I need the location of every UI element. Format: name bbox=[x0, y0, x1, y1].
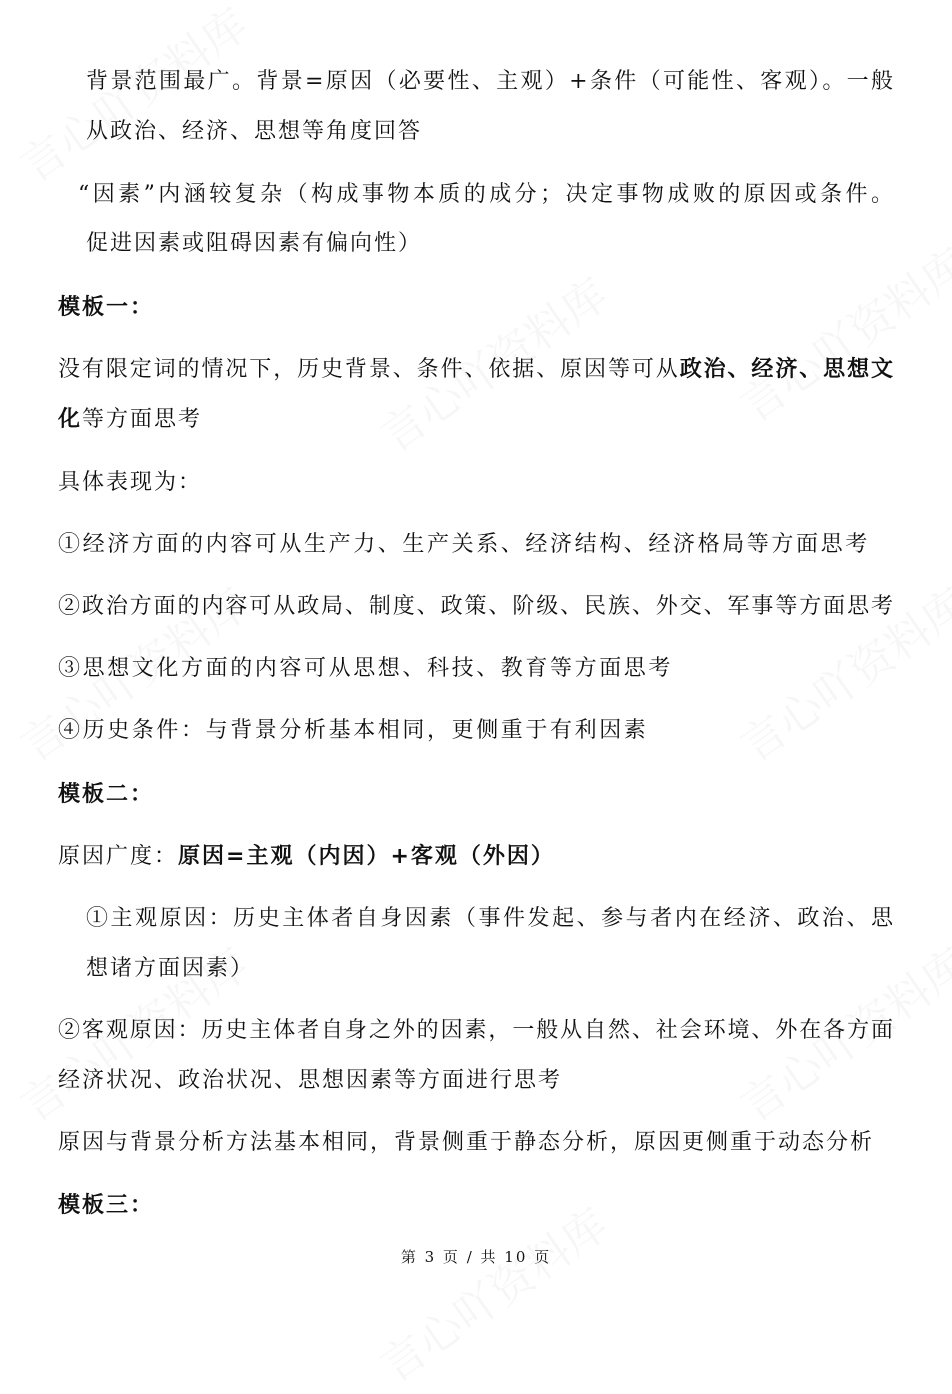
paragraph-line: 背景范围最广。背景=原因（必要性、主观）+条件（可能性、客观）。一般 bbox=[86, 69, 893, 94]
bold-text: 原因=主观（内因）+客观（外因） bbox=[178, 844, 555, 869]
list-item: 经济状况、政治状况、思想因素等方面进行思考 bbox=[58, 1068, 563, 1093]
list-item: 想诸方面因素） bbox=[86, 956, 255, 981]
paragraph-line: “因素”内涵较复杂（构成事物本质的成分；决定事物成败的原因或条件。 bbox=[78, 182, 893, 207]
list-item: ④历史条件：与背景分析基本相同，更侧重于有利因素 bbox=[58, 718, 649, 743]
list-item: ①主观原因：历史主体者自身因素（事件发起、参与者内在经济、政治、思 bbox=[86, 906, 893, 931]
paragraph-line: 促进因素或阻碍因素有偏向性） bbox=[86, 231, 423, 256]
list-item: ②政治方面的内容可从政局、制度、政策、阶级、民族、外交、军事等方面思考 bbox=[58, 594, 893, 619]
section-heading: 模板三： bbox=[58, 1193, 155, 1218]
text: 原因广度： bbox=[58, 844, 179, 869]
watermark bbox=[726, 230, 952, 434]
list-item: ①经济方面的内容可从生产力、生产关系、经济结构、经济格局等方面思考 bbox=[58, 532, 870, 557]
paragraph-line bbox=[58, 405, 202, 435]
text: 没有限定词的情况下，历史背景、条件、依据、原因等可从 bbox=[58, 357, 680, 382]
section-heading: 模板二： bbox=[58, 782, 155, 807]
section-heading: 模板一： bbox=[58, 295, 155, 320]
text: 等方面思考 bbox=[82, 407, 203, 432]
list-item: ②客观原因：历史主体者自身之外的因素，一般从自然、社会环境、外在各方面 bbox=[58, 1018, 893, 1043]
paragraph-line: 从政治、经济、思想等角度回答 bbox=[86, 119, 423, 144]
paragraph-line bbox=[58, 842, 555, 872]
watermark bbox=[366, 1190, 619, 1394]
paragraph-line: 原因与背景分析方法基本相同，背景侧重于静态分析，原因更侧重于动态分析 bbox=[58, 1130, 875, 1155]
paragraph-line bbox=[58, 355, 893, 385]
bold-text: 化 bbox=[58, 407, 83, 432]
bold-text: 政治、经济、思想文 bbox=[679, 357, 893, 382]
list-item: ③思想文化方面的内容可从思想、科技、教育等方面思考 bbox=[58, 656, 674, 681]
paragraph-line: 具体表现为： bbox=[58, 470, 203, 495]
page-footer: 第 3 页 / 共 10 页 bbox=[400, 1248, 552, 1266]
